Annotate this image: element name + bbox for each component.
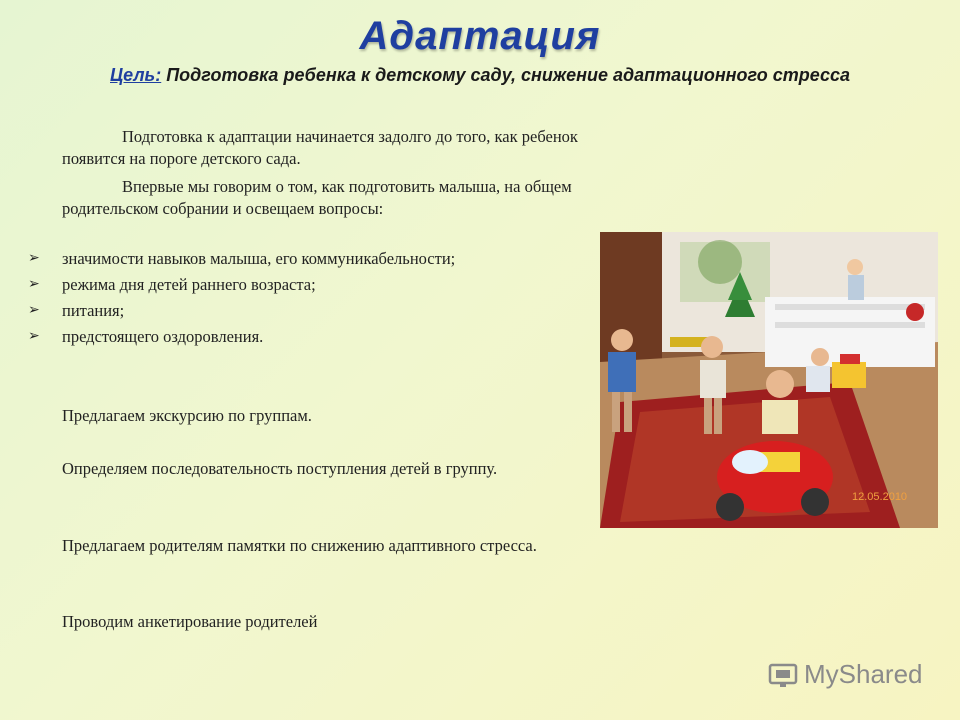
arrow-bullet-icon: ➢ xyxy=(28,303,40,318)
myshared-logo-icon xyxy=(768,659,798,689)
goal-text: Подготовка ребенка к детскому саду, снижение адаптационного стресса xyxy=(161,65,850,85)
myshared-watermark[interactable] xyxy=(768,654,923,694)
watermark-text: MyShared xyxy=(804,658,923,689)
paragraph-excursion: Предлагаем экскурсию по группам. xyxy=(62,406,312,425)
list-item: ➢ значимости навыков малыша, его коммуникабельности; xyxy=(28,249,456,268)
kindergarten-photo xyxy=(600,232,938,528)
topics-list xyxy=(28,248,598,352)
photo-timestamp: 12.05.2010 xyxy=(852,491,908,503)
goal-line xyxy=(80,63,880,88)
list-item: ➢ предстоящего оздоровления. xyxy=(28,327,264,346)
paragraph-meeting: Впервые мы говорим о том, как подготовить малыша, на общем родительском собрании и освещаем вопросы: xyxy=(62,177,572,218)
paragraph-order: Определяем последовательность поступления детей в группу. xyxy=(62,459,498,478)
arrow-bullet-icon: ➢ xyxy=(28,251,40,266)
paragraph-memo: Предлагаем родителям памятки по снижению адаптивного стресса. xyxy=(62,536,537,555)
list-item: ➢ питания; xyxy=(28,301,125,320)
arrow-bullet-icon: ➢ xyxy=(28,329,40,344)
goal-label: Цель: xyxy=(110,65,162,85)
paragraph-intro: Подготовка к адаптации начинается задолго до того, как ребенок появится на пороге детского сада. xyxy=(62,127,578,168)
list-item: ➢ режима дня детей раннего возраста; xyxy=(28,275,316,294)
arrow-bullet-icon: ➢ xyxy=(28,277,40,292)
slide-title: Адаптация xyxy=(359,14,601,58)
paragraph-survey: Проводим анкетирование родителей xyxy=(62,612,318,631)
